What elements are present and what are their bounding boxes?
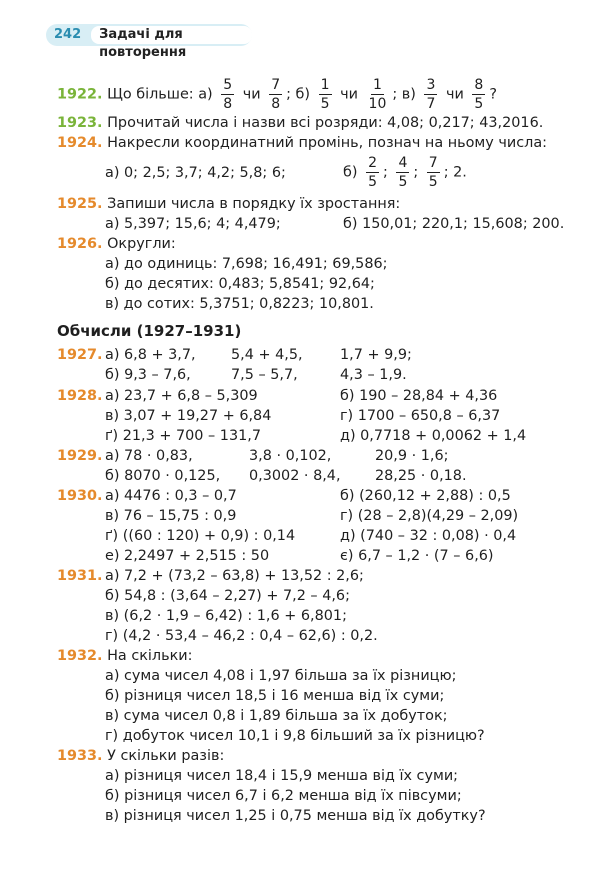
problem-number: 1923. [57,115,103,131]
expr: б) 190 – 28,84 + 4,36 [340,388,498,404]
section-heading: Обчисли (1927–1931) [57,322,242,340]
problem-text: Прочитай числа і назви всі розряди: 4,08; 0,217; 43,2016. [107,115,544,131]
expr: 0,3002 · 8,4, [249,468,341,484]
problem-1933 [57,746,224,766]
word-chi: чи [340,86,358,103]
list-item: б) різниця чисел 6,7 і 6,2 менша від їх півсуми; [105,788,462,804]
list-item: б) різниця чисел 18,5 і 16 менша від їх суми; [105,688,445,704]
expr: б) (260,12 + 2,88) : 0,5 [340,488,511,504]
expr: 1,7 + 9,9; [340,347,412,363]
expr: б) 54,8 : (3,64 – 2,27) + 7,2 – 4,6; [105,588,350,604]
list-item: в) до сотих: 5,3751; 0,8223; 10,801. [105,296,374,312]
problem-text: Запиши числа в порядку їх зростання: [107,196,401,212]
item-b: б) $\frac{2}{5}$ ; $\frac{4}{5}$ ; $\frac{7}{5}$ ; 2. [343,155,467,190]
problem-1932 [57,646,193,666]
expr: 4,3 – 1,9. [340,367,407,383]
word-chi: чи [445,86,464,103]
fraction: $\frac{4}{5}$ [398,155,408,190]
problem-number: 1929. [57,448,103,464]
problem-text: На скільки: [107,648,193,664]
problem-number: 1931. [57,568,103,584]
problem-1928 [57,386,103,406]
expr: ґ) 21,3 + 700 – 131,7 [105,428,262,444]
expr: а) 4476 : 0,3 – 0,7 [105,488,237,504]
list-item: г) добуток чисел 10,1 і 9,8 більший за їх різницю? [105,728,485,744]
problem-number: 1928. [57,388,103,404]
list-item: а) до одиниць: 7,698; 16,491; 69,586; [105,256,388,272]
expr: в) (6,2 · 1,9 – 6,42) : 1,6 + 6,801; [105,608,347,624]
list-item: в) сума чисел 0,8 і 1,89 більша за їх добуток; [105,708,448,724]
item-b: б) 150,01; 220,1; 15,608; 200. [343,216,565,232]
expr: а) 23,7 + 6,8 – 5,309 [105,388,258,404]
problem-text: Що більше: а) [107,86,213,103]
item-a: а) 5,397; 15,6; 4; 4,479; [105,216,281,232]
page-number: 242 [54,27,82,42]
problem-1925 [57,194,400,214]
fraction: $\frac{3}{7}$ [426,77,436,112]
fraction: $\frac{7}{8}$ [271,77,281,112]
expr: 28,25 · 0,18. [375,468,467,484]
expr: а) 7,2 + (73,2 – 63,8) + 13,52 : 2,6; [105,568,364,584]
page-header [46,24,252,60]
section-title: Задачі для повторення [91,26,252,44]
fraction: $\frac{1}{10}$ [368,77,387,112]
word-chi: чи [242,86,261,103]
expr: б) 8070 · 0,125, [105,468,221,484]
label-b: ; б) [286,86,311,103]
expr: а) 78 · 0,83, [105,448,193,464]
problem-1926 [57,234,176,254]
expr: б) 9,3 – 7,6, [105,367,191,383]
problem-1922 [57,76,497,112]
question-mark: ? [489,86,497,103]
problem-1924 [57,133,547,153]
problem-number: 1926. [57,236,103,252]
expr: 20,9 · 1,6; [375,448,449,464]
expr: г) (4,2 · 53,4 – 46,2 : 0,4 – 62,6) : 0,2. [105,628,378,644]
problem-1923 [57,113,543,133]
fraction: $\frac{2}{5}$ [368,155,377,190]
problem-number: 1930. [57,488,103,504]
problem-text: У скільки разів: [107,748,225,764]
item-a: а) 0; 2,5; 3,7; 4,2; 5,8; 6; [105,165,286,181]
expr: 3,8 · 0,102, [249,448,332,464]
problem-1930 [57,486,103,506]
expr: а) 6,8 + 3,7, [105,347,196,363]
list-item: в) різниця чисел 1,25 і 0,75 менша від їх добутку? [105,808,486,824]
problem-number: 1924. [57,135,103,151]
expr: в) 3,07 + 19,27 + 6,84 [105,408,272,424]
expr: 5,4 + 4,5, [231,347,303,363]
problem-number: 1925. [57,196,103,212]
problem-1927 [57,345,103,365]
problem-1929 [57,446,103,466]
expr: є) 6,7 – 1,2 · (7 – 6,6) [340,548,494,564]
label-c: ; в) [392,86,416,103]
fraction: $\frac{5}{8}$ [223,77,233,112]
problem-number: 1922. [57,86,103,103]
problem-text: Округли: [107,236,176,252]
list-item: б) до десятих: 0,483; 5,8541; 92,64; [105,276,375,292]
fraction: $\frac{7}{5}$ [428,155,438,190]
problem-text: Накресли координатний промінь, познач на ньому числа: [107,135,547,151]
list-item: а) сума чисел 4,08 і 1,97 більша за їх різницю; [105,668,457,684]
problem-number: 1933. [57,748,103,764]
fraction: $\frac{8}{5}$ [474,77,484,112]
expr: г) (28 – 2,8)(4,29 – 2,09) [340,508,519,524]
expr: д) 0,7718 + 0,0062 + 1,4 [340,428,527,444]
problem-number: 1927. [57,347,103,363]
expr: 7,5 – 5,7, [231,367,298,383]
expr: е) 2,2497 + 2,515 : 50 [105,548,270,564]
problem-number: 1932. [57,648,103,664]
expr: д) (740 – 32 : 0,08) · 0,4 [340,528,517,544]
expr: в) 76 – 15,75 : 0,9 [105,508,237,524]
fraction: $\frac{1}{5}$ [320,77,330,112]
problem-1931 [57,566,103,586]
expr: ґ) ((60 : 120) + 0,9) : 0,14 [105,528,296,544]
list-item: а) різниця чисел 18,4 і 15,9 менша від їх суми; [105,768,459,784]
expr: г) 1700 – 650,8 – 6,37 [340,408,501,424]
